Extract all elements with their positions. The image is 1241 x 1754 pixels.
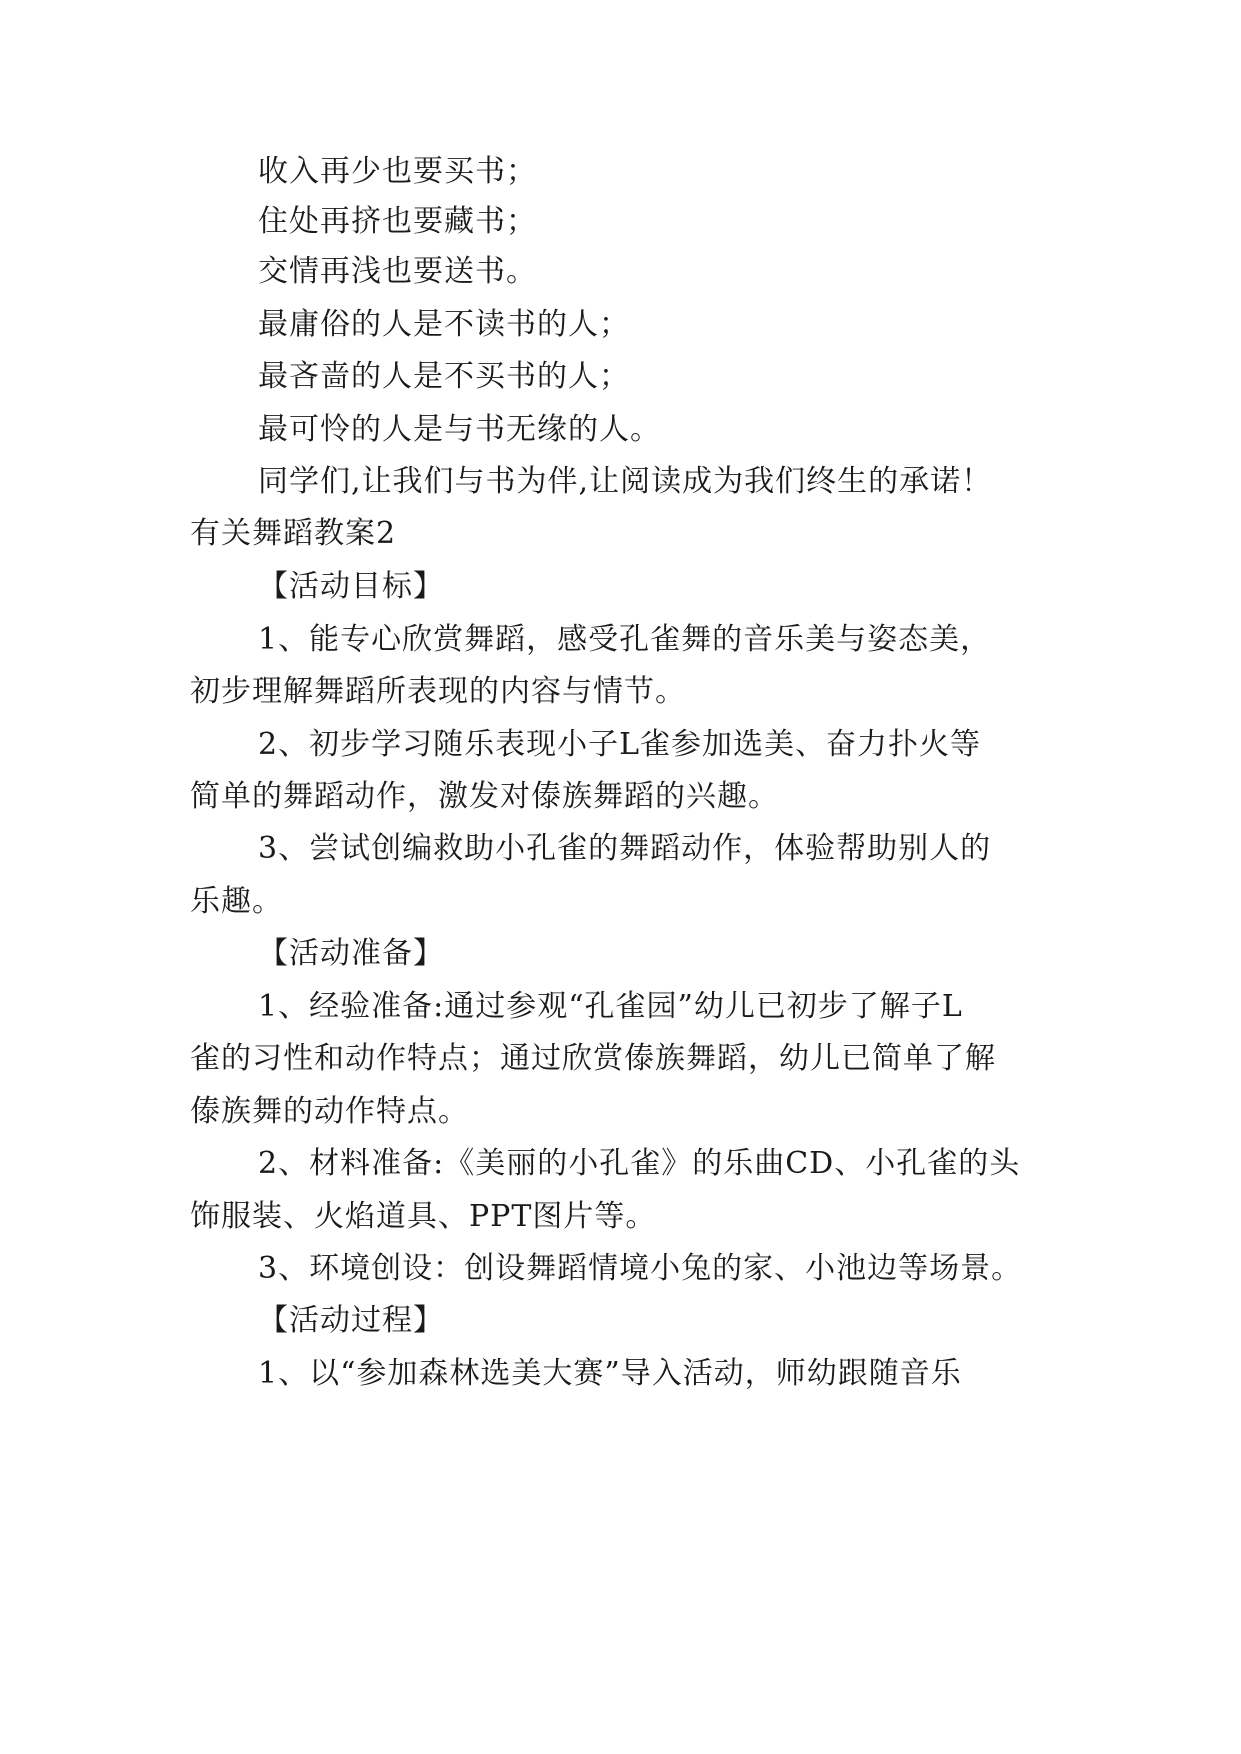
paragraph-line: 收入再少也要买书； xyxy=(258,154,537,189)
paragraph-line: 最可怜的人是与书无缘的人。 xyxy=(258,412,661,447)
paragraph-line: 2、材料准备:《美丽的小孔雀》的乐曲CD、小孔雀的头 xyxy=(258,1146,1021,1181)
paragraph-line: 雀的习性和动作特点；通过欣赏傣族舞蹈，幼儿已简单了解 xyxy=(190,1041,996,1076)
paragraph-line: 2、初步学习随乐表现小子L雀参加选美、奋力扑火等 xyxy=(258,727,982,762)
subheading-preparation: 【活动准备】 xyxy=(258,936,444,971)
paragraph-line: 简单的舞蹈动作，激发对傣族舞蹈的兴趣。 xyxy=(190,779,779,814)
paragraph-line: 乐趣。 xyxy=(190,884,283,919)
subheading-process: 【活动过程】 xyxy=(258,1303,444,1338)
paragraph-line: 交情再浅也要送书。 xyxy=(258,254,537,289)
paragraph-line: 初步理解舞蹈所表现的内容与情节。 xyxy=(190,674,686,709)
paragraph-line: 饰服装、火焰道具、PPT图片等。 xyxy=(190,1199,657,1234)
paragraph-line: 最庸俗的人是不读书的人； xyxy=(258,307,630,342)
paragraph-line: 1、以“参加森林选美大赛”导入活动，师幼跟随音乐 xyxy=(258,1356,962,1391)
paragraph-line: 1、能专心欣赏舞蹈，感受孔雀舞的音乐美与姿态美， xyxy=(258,622,992,657)
subheading-goals: 【活动目标】 xyxy=(258,569,444,604)
paragraph-line: 傣族舞的动作特点。 xyxy=(190,1094,469,1129)
paragraph-line: 住处再挤也要藏书； xyxy=(258,204,537,239)
paragraph-line: 3、环境创设：创设舞蹈情境小兔的家、小池边等场景。 xyxy=(258,1251,1023,1286)
paragraph-line: 3、尝试创编救助小孔雀的舞蹈动作，体验帮助别人的 xyxy=(258,831,992,866)
paragraph-line: 1、经验准备:通过参观“孔雀园”幼儿已初步了解子L xyxy=(258,989,963,1024)
paragraph-line: 最吝啬的人是不买书的人； xyxy=(258,359,630,394)
paragraph-line: 同学们,让我们与书为伴,让阅读成为我们终生的承诺！ xyxy=(258,464,993,499)
section-heading: 有关舞蹈教案2 xyxy=(190,516,397,551)
